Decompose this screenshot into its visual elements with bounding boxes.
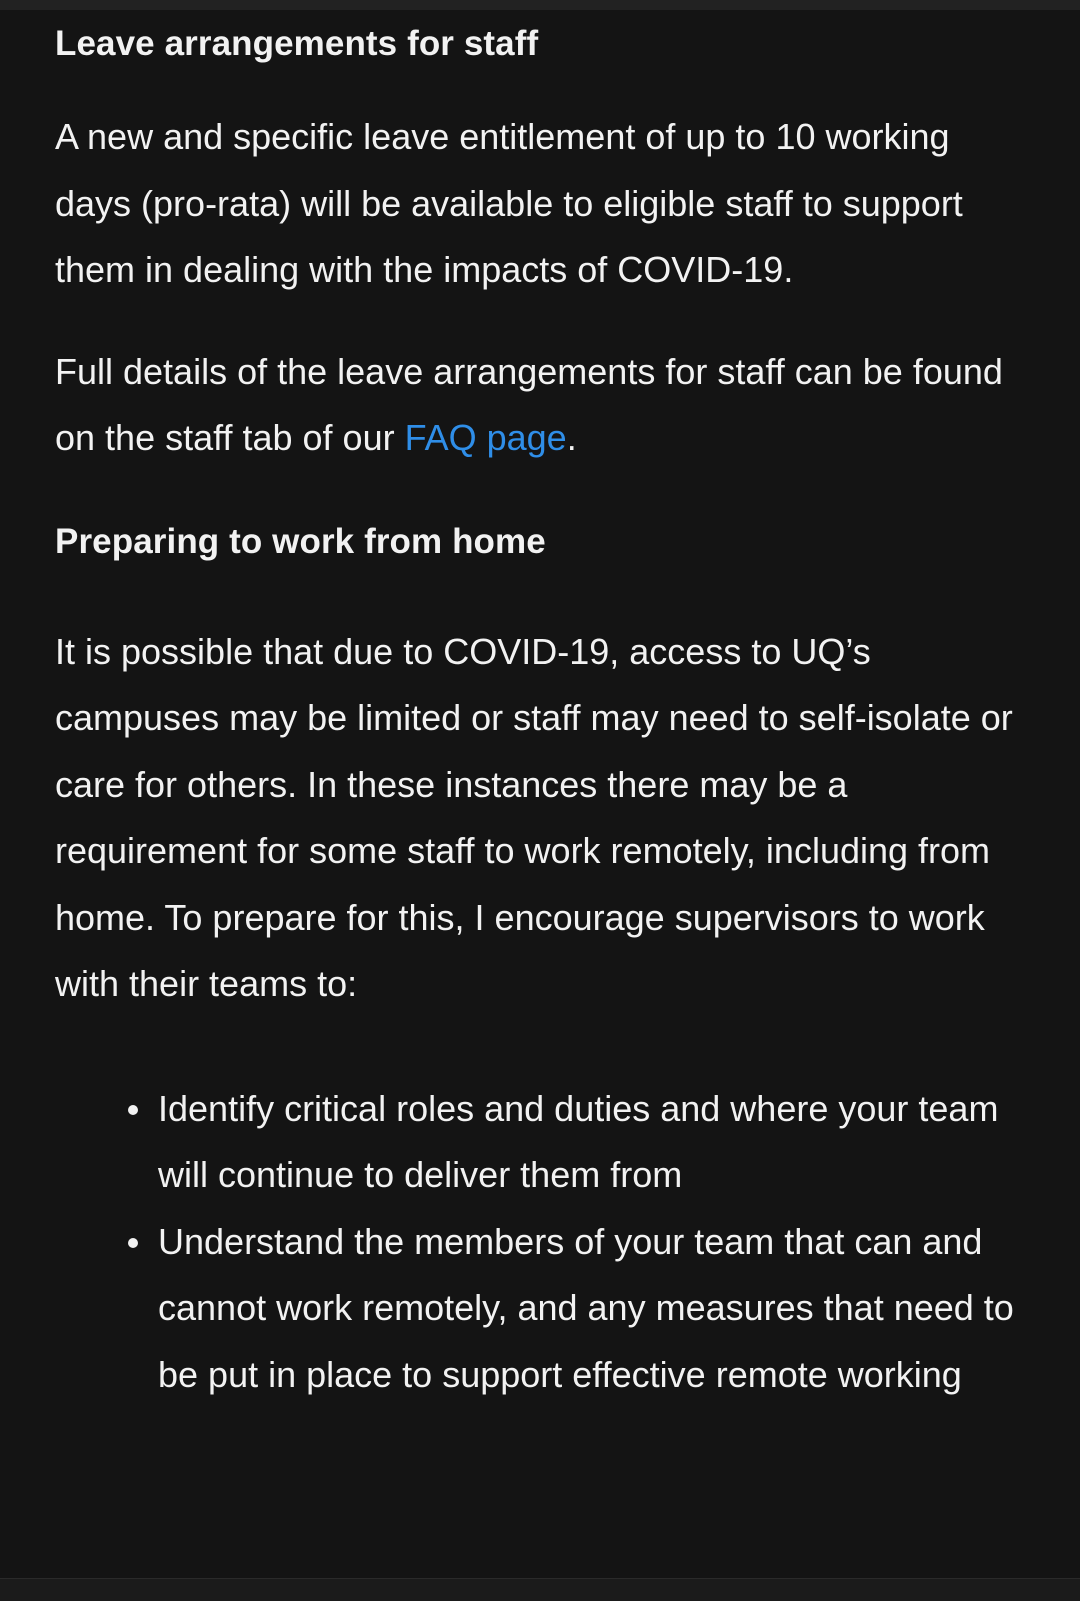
heading-work-from-home: Preparing to work from home	[55, 521, 546, 561]
bottom-edge-divider	[0, 1578, 1080, 1601]
paragraph-full-details	[55, 339, 1015, 472]
article-content	[55, 16, 1015, 1408]
supervisor-task-list	[55, 1076, 1015, 1409]
list-item: Understand the members of your team that can and cannot work remotely, and any measures that need to be put in place to support effective remote working	[158, 1209, 1015, 1409]
list-item: Identify critical roles and duties and where your team will continue to deliver them from	[158, 1076, 1015, 1209]
details-text: Full details of the leave arrangements for staff can be found on the staff tab of our	[55, 350, 1003, 458]
faq-page-link[interactable]: FAQ page	[404, 417, 567, 458]
paragraph-work-from-home: It is possible that due to COVID-19, access to UQ’s campuses may be limited or staff may need to self-isolate or care for others. In these instances there may be a requirement for some staff to work remotely, including from home. To prepare for this, I encourage supervisors to work with their teams to:	[55, 630, 1013, 1004]
details-period: .	[566, 417, 577, 458]
heading-leave-arrangements: Leave arrangements for staff	[55, 24, 539, 63]
paragraph-leave-entitlement: A new and specific leave entitlement of up to 10 working days (pro-rata) will be available to eligible staff to support them in dealing with the impacts of COVID-19.	[55, 116, 963, 290]
top-edge-divider	[0, 0, 1080, 10]
